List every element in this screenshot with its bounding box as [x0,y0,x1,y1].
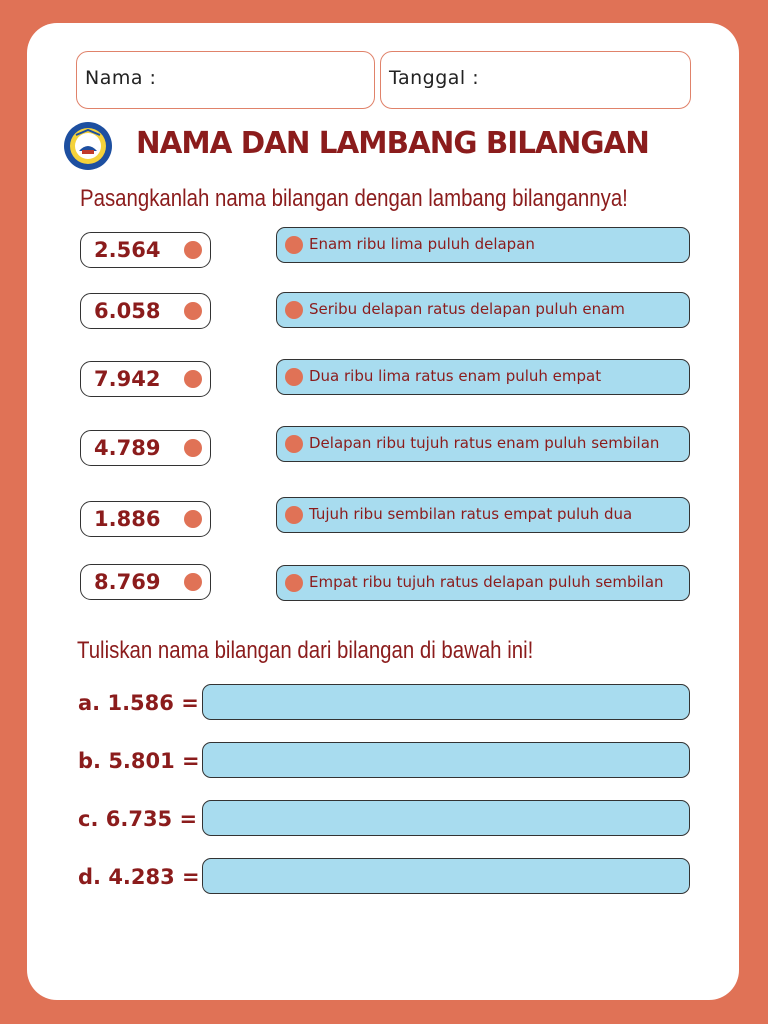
connect-dot[interactable] [184,510,202,528]
word-box-5 [276,497,690,533]
word-text: Seribu delapan ratus delapan puluh enam [309,300,625,318]
connect-dot[interactable] [285,435,303,453]
connect-dot[interactable] [184,241,202,259]
question-label-c: c. 6.735 = [78,807,198,831]
word-text: Tujuh ribu sembilan ratus empat puluh dua [309,505,633,523]
question-label-d: d. 4.283 = [78,865,200,889]
question-label-a: a. 1.586 = [78,691,199,715]
number-box-2 [80,293,211,329]
connect-dot[interactable] [184,439,202,457]
connect-dot[interactable] [184,573,202,591]
word-text: Enam ribu lima puluh delapan [309,235,535,253]
question-label-b: b. 5.801 = [78,749,200,773]
answer-field-a[interactable] [202,684,690,720]
answer-field-b[interactable] [202,742,690,778]
writing-instruction: Tuliskan nama bilangan dari bilangan di bawah ini! [77,637,534,664]
name-label: Nama : [85,67,157,89]
answer-field-c[interactable] [202,800,690,836]
matching-instruction: Pasangkanlah nama bilangan dengan lambang bilangannya! [80,185,628,212]
number-value: 4.789 [94,436,161,460]
word-text: Dua ribu lima ratus enam puluh empat [309,367,602,385]
page-title: NAMA DAN LAMBANG BILANGAN [136,126,649,161]
number-value: 8.769 [94,570,161,594]
word-text: Delapan ribu tujuh ratus enam puluh sembilan [309,434,660,452]
date-field[interactable] [380,51,691,109]
word-box-1 [276,227,690,263]
school-emblem-icon [58,121,118,171]
connect-dot[interactable] [184,370,202,388]
number-value: 2.564 [94,238,161,262]
date-label: Tanggal : [389,67,480,89]
word-box-4 [276,426,690,462]
number-box-5 [80,501,211,537]
word-box-2 [276,292,690,328]
number-value: 1.886 [94,507,161,531]
connect-dot[interactable] [285,236,303,254]
connect-dot[interactable] [285,368,303,386]
number-value: 7.942 [94,367,161,391]
number-box-6 [80,564,211,600]
number-box-1 [80,232,211,268]
connect-dot[interactable] [184,302,202,320]
number-value: 6.058 [94,299,161,323]
connect-dot[interactable] [285,574,303,592]
word-text: Empat ribu tujuh ratus delapan puluh sembilan [309,573,664,591]
name-field[interactable] [76,51,375,109]
number-box-4 [80,430,211,466]
connect-dot[interactable] [285,506,303,524]
number-box-3 [80,361,211,397]
answer-field-d[interactable] [202,858,690,894]
word-box-3 [276,359,690,395]
connect-dot[interactable] [285,301,303,319]
word-box-6 [276,565,690,601]
